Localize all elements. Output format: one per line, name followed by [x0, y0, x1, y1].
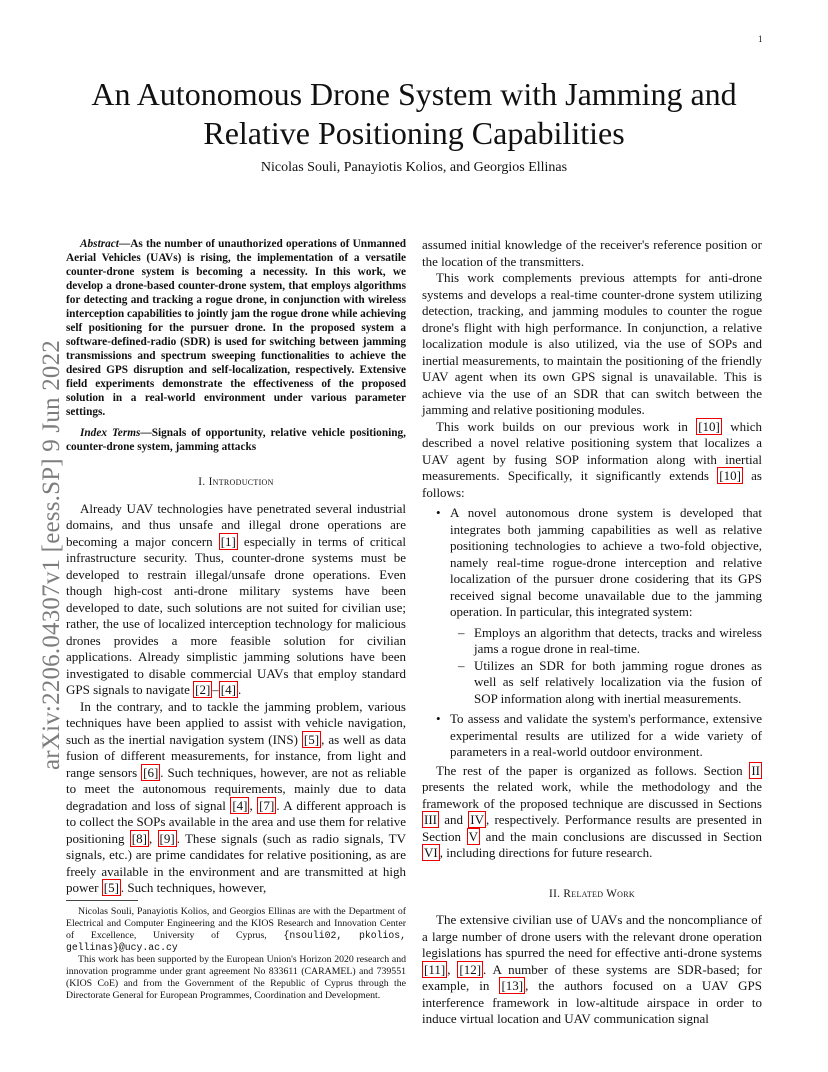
citation-link[interactable]: [10]	[719, 468, 741, 483]
citation-link[interactable]: [2]	[195, 682, 211, 697]
citation-link[interactable]: [4]	[220, 682, 236, 697]
list-item: • To assess and validate the system's performance, extensive experimental results are utilized for a wide variety of parameters in a real-world outdoor environment.	[450, 711, 762, 761]
section-link[interactable]: III	[424, 812, 437, 827]
citation-link[interactable]: [6]	[143, 764, 159, 780]
sub-list	[450, 625, 762, 708]
citation-link[interactable]: [8]	[131, 830, 147, 846]
citation-link[interactable]: [9]	[159, 830, 175, 846]
citation-link[interactable]: [5]	[303, 731, 320, 747]
right-paragraph-3: The rest of the paper is organized as follows. Section II presents the related work, while the methodology and the framework of the proposed technique are discussed in Sections III and IV , respectively. Performance results are presented in Section V and the main conclusions are discussed in Section VI , including directions for future research.	[422, 762, 762, 860]
authors: Nicolas Souli, Panayiotis Kolios, and Georgios Ellinas	[260, 160, 568, 175]
title-line-2: Relative Positioning Capabilities	[203, 115, 625, 151]
section-link[interactable]: V	[468, 828, 479, 844]
citation-link[interactable]: [10]	[698, 418, 720, 434]
citation-link[interactable]: [4]	[232, 797, 248, 813]
footnote-funding: This work has been supported by the European Union's Horizon 2020 research and innovation programme under grant agreement No 833611 (CARAMEL) and 739551 (KIOS CoE) and from the Government of the Republic of Cyprus through the Directorate General for European Programmes, Coordination and Development.	[66, 954, 406, 1001]
index-terms	[66, 426, 406, 454]
right-paragraph-4: The extensive civilian use of UAVs and the noncompliance of a large number of drone users with the relevant drone operation legislations has spurred the need for effective anti-drone systems [11] , [12] . A number of these systems are SDR-based; for example, in [13] , the authors focused on a UAV GPS interference framework in low-altitude airspace in order to induce virtual location and UAV communication signal	[422, 912, 763, 1026]
footnotes	[66, 906, 406, 1002]
arxiv-stamp	[18, 300, 65, 770]
intro-paragraph-1: Already UAV technologies have penetrated several industrial domains, and thus unsafe and illegal drone operations are becoming a major concern [1] especially in terms of critical infrastructure security. Thus, counter-drone systems must be developed to restrain illegal/unsafe drone operations. Even though high-cost anti-drone military systems have been developed to date, such solutions are not suited for civilian use; rather, the use of localized interception technology for malicious drones provides a more feasible solution for civilian applications. Already simplistic jamming solutions have been investigated to disable commercial UAVs that employ standard GPS signals to navigate [2] – [4] .	[66, 500, 407, 697]
author-emails: pkolios, gellinas}@ucy.ac.cy	[66, 930, 406, 953]
index-terms-label: Index Terms	[80, 427, 141, 439]
page-number: 1	[758, 34, 763, 44]
list-item: • A novel autonomous drone system is developed that integrates both jamming capabilities as well as relative positioning technologies to achieve a two-fold objective, namely real-time rogue-drone interception and relative localization of the pursuer drone cosidering that its GPS received signal become unavailable due to the jamming operation. In particular, this integrated system: – Employs an algorithm that detects, tracks and wireless jams a rogue drone in real-time. – Utilizes an SDR for both jamming rogue drones as well as self relatively localization via the fusion of SOP information along with inertial measurements.	[450, 505, 762, 707]
citation-link[interactable]: [11]	[424, 961, 446, 977]
abstract-label: Abstract	[80, 238, 119, 250]
contribution-list	[422, 505, 762, 761]
citation-link[interactable]: [12]	[459, 961, 482, 977]
abstract	[66, 237, 406, 419]
citation-link[interactable]: [1]	[220, 533, 236, 549]
citation-link[interactable]: [13]	[501, 978, 524, 993]
section-link[interactable]: II	[751, 762, 760, 778]
list-item: – Employs an algorithm that detects, tracks and wireless jams a rogue drone in real-time.	[474, 625, 762, 658]
left-column	[66, 237, 406, 897]
paper-title	[60, 75, 768, 153]
footnote-affiliation: Nicolas Souli, Panayiotis Kolios, and Georgios Ellinas are with the Department of Electrical and Computer Engineering and the KIOS Research and Innovation Center of Excellence, University of Cyprus, {nsouli02, pkolios, gellinas}@ucy.ac.cy	[66, 906, 406, 953]
index-terms-text: —Signals of opportunity, relative vehicle positioning, counter-drone system, jamming attacks	[66, 427, 406, 453]
section-heading-related-work: II. Related Work	[549, 887, 635, 900]
right-paragraph-0: assumed initial knowledge of the receiver's reference position or the location of the transmitters.	[422, 237, 762, 269]
section-link[interactable]: VI	[424, 845, 438, 860]
section-link[interactable]: IV	[470, 812, 484, 827]
arxiv-stamp-text: arXiv:2206.04307v1 [eess.SP] 9 Jun 2022	[38, 339, 65, 770]
section-heading-introduction: I. Introduction	[198, 476, 274, 488]
intro-paragraph-2: In the contrary, and to tackle the jamming problem, various techniques have been applied to assist with vehicle navigation, such as the inertial navigation system (INS) [5] , as well as data fusion of different measurements, for instance, from light and range sensors [6] . Such techniques, however, are not as reliable to meet the autonomous requirements, mainly due to data degradation and loss of signal [4] , [7] . A different approach is to collect the SOPs available in the area and use them for relative positioning [8] , [9] . These signals (such as radio signals, TV signals, etc.) are prime candidates for relative positioning, as are freely available in the environment and are transmitted at high power [5] . Such techniques, however,	[66, 698, 407, 895]
list-item: – Utilizes an SDR for both jamming rogue drones as well as self relatively localization via the fusion of SOP information along with inertial measurements.	[474, 658, 762, 708]
citation-link[interactable]: [5]	[103, 880, 119, 895]
abstract-text: —As the number of unauthorized operations of Unmanned Aerial Vehicles (UAVs) is rising, the implementation of a versatile counter-drone system is becoming a necessity. In this work, we develop a drone-based counter-drone system, that employs algorithms for detecting and tracking a rogue drone, in conjunction with wireless interception capabilities to jointly jam the rogue drone while achieving self positioning for the pursuer drone. In the proposed system a software-defined-radio (SDR) is used for switching between jamming transmissions and spectrum sweeping functionalities to achieve the desired GPS disruption and self-localization, respectively. Extensive field experiments demonstrate the effectiveness of the proposed solution in a real-world environment under various parameter settings.	[66, 238, 406, 418]
citation-link[interactable]: [7]	[259, 797, 275, 813]
right-column	[422, 237, 762, 1028]
right-paragraph-2: This work builds on our previous work in [10] which described a novel relative positioning system that localizes a UAV agent by fusing SOP information along with inertial measurements. Specifically, it significantly extends [10] as follows:	[422, 418, 762, 500]
title-line-1: An Autonomous Drone System with Jamming and	[91, 76, 737, 112]
right-paragraph-1: This work complements previous attempts for anti-drone systems and develops a real-time counter-drone system utilizing detection, tracking, and jamming modules to counter the rogue drone's flight with high performance. In conjunction, a relative localization module is also utilized, via the use of SOPs and inertial measurements, to maintain the positioning of the friendly UAV agent when its own GPS signal is unavailable. This is achieve via the use of an SDR that can switch between the jamming and relative positioning modules.	[422, 270, 762, 417]
footnote-rule	[66, 900, 138, 901]
